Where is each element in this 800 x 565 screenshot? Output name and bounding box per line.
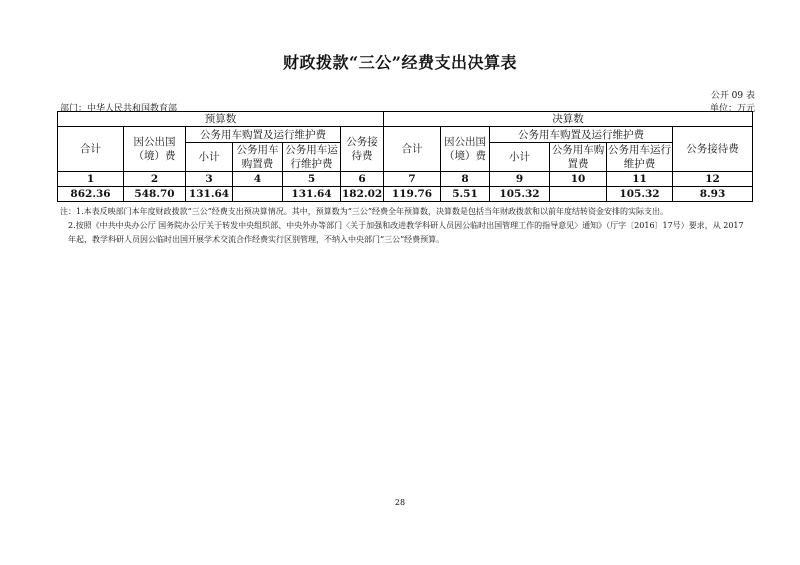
final-vehicle-subtotal-value: 105.32: [490, 187, 550, 202]
budget-total-header: 合计: [58, 127, 124, 172]
column-number: 10: [550, 172, 607, 187]
budget-vehicle-purchase-value: [233, 187, 283, 202]
budget-group-header: 预算数: [58, 112, 384, 127]
group-header-row: [58, 112, 753, 127]
three-public-expenses-table: [57, 111, 753, 202]
budget-reception-header: 公务接待费: [341, 127, 384, 172]
budget-vehicle-purchase-header: 公务用车购置费: [233, 143, 283, 172]
final-group-header: 决算数: [384, 112, 753, 127]
column-number: 5: [283, 172, 341, 187]
final-vehicle-purchase-value: [550, 187, 607, 202]
budget-vehicle-operation-value: 131.64: [283, 187, 341, 202]
final-subtotal-header: 小计: [490, 143, 550, 172]
column-number: 9: [490, 172, 550, 187]
final-total-value: 119.76: [384, 187, 441, 202]
column-number: 8: [441, 172, 490, 187]
budget-abroad-value: 548.70: [124, 187, 186, 202]
column-header-row: [58, 127, 753, 143]
final-total-header: 合计: [384, 127, 441, 172]
budget-vehicle-operation-header: 公务用车运行维护费: [283, 143, 341, 172]
form-number: 公开 09 表: [710, 91, 755, 101]
column-number: 7: [384, 172, 441, 187]
value-row: [58, 187, 753, 202]
final-vehicle-header: 公务用车购置及运行维护费: [490, 127, 673, 143]
column-number: 3: [186, 172, 233, 187]
column-number: 2: [124, 172, 186, 187]
column-number: 11: [607, 172, 673, 187]
final-vehicle-purchase-header: 公务用车购置费: [550, 143, 607, 172]
budget-vehicle-subtotal-value: 131.64: [186, 187, 233, 202]
column-number: 4: [233, 172, 283, 187]
budget-reception-value: 182.02: [342, 188, 383, 200]
column-number: 1: [58, 172, 124, 187]
final-vehicle-operation-header: 公务用车运行维护费: [608, 144, 671, 170]
budget-abroad-header: 因公出国（境）费: [124, 127, 186, 172]
department-label: 部门：中华人民共和国教育部: [60, 104, 178, 114]
final-vehicle-operation-value: 105.32: [607, 187, 673, 202]
unit-label: 单位：万元: [709, 104, 755, 114]
budget-subtotal-header: 小计: [186, 143, 233, 172]
final-abroad-value: 5.51: [441, 187, 490, 202]
final-reception-header: 公务接待费: [673, 127, 753, 172]
budget-vehicle-header: 公务用车购置及运行维护费: [186, 127, 341, 143]
column-number-row: [58, 172, 753, 187]
page-number: 28: [394, 498, 406, 507]
note-1: 注：1.本表反映部门本年度财政拨款“三公”经费支出预决算情况。其中，预算数为“三公”经费全年预算数，决算数是包括当年财政拨款和以前年度结转资金安排的实际支出。: [60, 207, 668, 216]
page-title: 财政拨款“三公”经费支出决算表: [283, 53, 517, 72]
column-number: 12: [673, 172, 753, 187]
final-abroad-header: 因公出国（境）费: [441, 127, 490, 172]
final-reception-value: 8.93: [673, 187, 753, 202]
column-number: 6: [341, 172, 384, 187]
budget-total-value: 862.36: [58, 187, 124, 202]
notes: [60, 205, 750, 247]
note-2: 2.按照《中共中央办公厅 国务院办公厅关于转发中央组织部、中央外办等部门〈关于加强和改进教学科研人员因公临时出国管理工作的指导意见〉通知》（厅字〔2016〕17号）要求，从 2017 年起，教学科研人员因公临时出国开展学术交流合作经费实行区别管理，不纳入中央部门“三公”经费预算。: [68, 221, 744, 244]
